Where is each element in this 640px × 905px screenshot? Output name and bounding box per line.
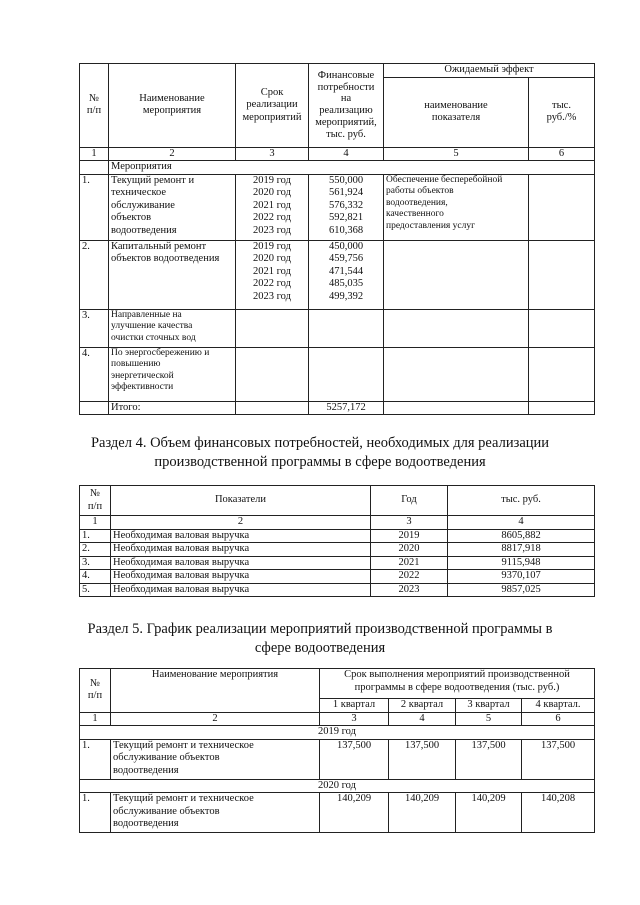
row-name: Текущий ремонт и техническое обслуживание объектов водоотведения — [109, 174, 236, 240]
header-indicator: наименование показателя — [384, 77, 529, 147]
year-row: 2019 год — [80, 726, 595, 740]
col-number: 4 — [448, 516, 595, 530]
table-row — [80, 529, 595, 543]
row-value: 8817,918 — [448, 543, 595, 557]
row-num: 2. — [80, 543, 111, 557]
col-number: 1 — [80, 712, 111, 726]
col-number: 2 — [109, 147, 236, 161]
measures-table — [79, 63, 595, 415]
row-num: 4. — [80, 347, 109, 401]
row-values — [309, 347, 384, 401]
table-row — [80, 543, 595, 557]
row-year: 2023 — [371, 583, 448, 597]
header-year: Год — [371, 486, 448, 516]
col-number: 4 — [389, 712, 456, 726]
row-effect — [384, 347, 529, 401]
header-q4: 4 квартал. — [522, 699, 595, 713]
row-q2: 140,209 — [389, 793, 456, 833]
row-years — [236, 309, 309, 347]
row-name: Текущий ремонт и техническое обслуживание объектов водоотведения — [111, 739, 320, 779]
schedule-table — [79, 668, 595, 833]
row-num: 2. — [80, 240, 109, 309]
row-indicator: Необходимая валовая выручка — [111, 570, 371, 584]
col-number: 5 — [456, 712, 522, 726]
table-row — [80, 570, 595, 584]
row-indicator: Необходимая валовая выручка — [111, 583, 371, 597]
row-name: Направленные на улучшение качества очистки сточных вод — [109, 309, 236, 347]
header-q2: 2 квартал — [389, 699, 456, 713]
col-number: 6 — [522, 712, 595, 726]
col-number: 2 — [111, 712, 320, 726]
header-q1: 1 квартал — [320, 699, 389, 713]
total-row — [80, 401, 595, 415]
row-num: 4. — [80, 570, 111, 584]
revenue-table — [79, 485, 595, 597]
row-num: 1. — [80, 174, 109, 240]
row-num: 5. — [80, 583, 111, 597]
header-effect: Ожидаемый эффект — [384, 64, 595, 78]
table-row — [80, 240, 595, 309]
row-effect — [384, 240, 529, 309]
row-name: Текущий ремонт и техническое обслуживание объектов водоотведения — [111, 793, 320, 833]
table-row — [80, 739, 595, 779]
row-q1: 137,500 — [320, 739, 389, 779]
table-row — [80, 793, 595, 833]
row-value: 9370,107 — [448, 570, 595, 584]
year-row: 2020 год — [80, 779, 595, 793]
table-row — [80, 556, 595, 570]
row-values — [309, 309, 384, 347]
row-value: 9857,025 — [448, 583, 595, 597]
row-q2: 137,500 — [389, 739, 456, 779]
row-values: 550,000 561,924 576,332 592,821 610,368 — [309, 174, 384, 240]
row-num: 1. — [80, 793, 111, 833]
row-num: 3. — [80, 309, 109, 347]
total-value: 5257,172 — [309, 401, 384, 415]
header-name: Наименование мероприятия — [109, 64, 236, 148]
row-value: 9115,948 — [448, 556, 595, 570]
row-effect — [384, 309, 529, 347]
col-number: 1 — [80, 147, 109, 161]
header-unit: тыс. руб./% — [529, 77, 595, 147]
header-num: № п/п — [80, 64, 109, 148]
col-number: 3 — [371, 516, 448, 530]
col-number: 1 — [80, 516, 111, 530]
row-year: 2021 — [371, 556, 448, 570]
row-num: 3. — [80, 556, 111, 570]
header-q3: 3 квартал — [456, 699, 522, 713]
row-num: 1. — [80, 529, 111, 543]
row-values: 450,000 459,756 471,544 485,035 499,392 — [309, 240, 384, 309]
row-years: 2019 год 2020 год 2021 год 2022 год 2023 год — [236, 174, 309, 240]
col-number: 6 — [529, 147, 595, 161]
row-q4: 137,500 — [522, 739, 595, 779]
row-name: По энергосбережению и повышению энергетической эффективности — [109, 347, 236, 401]
header-term: Срок реализации мероприятий — [236, 64, 309, 148]
row-q3: 140,209 — [456, 793, 522, 833]
col-number: 5 — [384, 147, 529, 161]
section4-title: Раздел 4. Объем финансовых потребностей, необходимых для реализации производственной программы в сфере водоотведения — [90, 435, 550, 470]
row-year: 2020 — [371, 543, 448, 557]
section5-title: Раздел 5. График реализации мероприятий производственной программы в сфере водоотведения — [87, 621, 553, 656]
table-row — [80, 347, 595, 401]
col-number: 3 — [320, 712, 389, 726]
total-label: Итого: — [109, 401, 236, 415]
header-name: Наименование мероприятия — [111, 669, 320, 713]
header-num: № п/п — [80, 486, 111, 516]
table-row — [80, 583, 595, 597]
row-years — [236, 347, 309, 401]
row-q3: 137,500 — [456, 739, 522, 779]
row-effect: Обеспечение бесперебойной работы объектов водоотведения, качественного предоставления услуг — [384, 174, 529, 240]
row-q4: 140,208 — [522, 793, 595, 833]
row-value: 8605,882 — [448, 529, 595, 543]
header-value: тыс. руб. — [448, 486, 595, 516]
col-number: 3 — [236, 147, 309, 161]
row-indicator: Необходимая валовая выручка — [111, 556, 371, 570]
row-name: Капитальный ремонт объектов водоотведения — [109, 240, 236, 309]
row-year: 2022 — [371, 570, 448, 584]
table-row — [80, 174, 595, 240]
header-num: № п/п — [80, 669, 111, 713]
header-indicator: Показатели — [111, 486, 371, 516]
row-indicator: Необходимая валовая выручка — [111, 529, 371, 543]
header-finance: Финансовые потребности на реализацию мероприятий, тыс. руб. — [309, 64, 384, 148]
row-years: 2019 год 2020 год 2021 год 2022 год 2023 год — [236, 240, 309, 309]
row-q1: 140,209 — [320, 793, 389, 833]
row-year: 2019 — [371, 529, 448, 543]
section-label: Мероприятия — [109, 161, 595, 175]
col-number: 4 — [309, 147, 384, 161]
table-row — [80, 309, 595, 347]
row-num: 1. — [80, 739, 111, 779]
col-number: 2 — [111, 516, 371, 530]
row-indicator: Необходимая валовая выручка — [111, 543, 371, 557]
header-term: Срок выполнения мероприятий производственной программы в сфере водоотведения (тыс. руб.) — [320, 669, 595, 699]
